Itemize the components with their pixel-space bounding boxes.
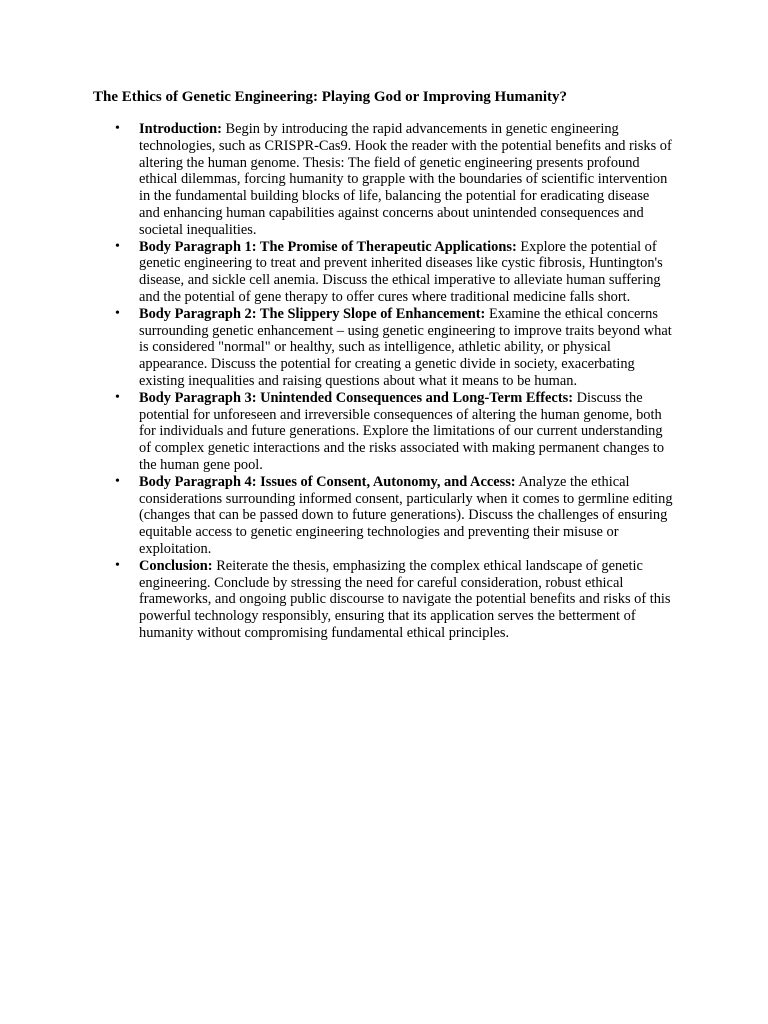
outline-item-body-2 xyxy=(115,305,673,390)
outline-item-text: Examine the ethical concerns surrounding genetic enhancement – using genetic engineering to improve traits beyond what is considered "normal" or healthy, such as intelligence, athletic ability, or physical appearance. Discuss the potential for creating a genetic divide in society, exacerbating existing inequalities and raising questions about what it means to be human. xyxy=(139,305,672,389)
bullet-icon: • xyxy=(115,121,120,136)
outline-item-text: Analyze the ethical considerations surrounding informed consent, particularly when it comes to germline editing (changes that can be passed down to future generations). Discuss the challenges of ensuring equitable access to genetic engineering technologies and preventing their misuse or exploitation. xyxy=(139,473,673,557)
outline-item-text: Reiterate the thesis, emphasizing the complex ethical landscape of genetic engineering. Conclude by stressing the need for careful consideration, robust ethical frameworks, and ongoing public discourse to navigate the potential benefits and risks of this powerful technology responsibly, ensuring that its application serves the betterment of humanity without compromising fundamental ethical principles. xyxy=(139,557,671,641)
bullet-icon: • xyxy=(115,473,120,489)
document-title: The Ethics of Genetic Engineering: Playing God or Improving Humanity? xyxy=(93,89,568,105)
outline-item-introduction xyxy=(115,121,673,239)
outline-item-heading: Introduction: xyxy=(139,121,222,137)
outline-item-heading: Body Paragraph 3: Unintended Consequences and Long-Term Effects: xyxy=(139,389,574,406)
outline-item-body-3 xyxy=(115,389,673,474)
outline-item-heading: Conclusion: xyxy=(139,557,213,574)
outline-item-heading: Body Paragraph 4: Issues of Consent, Autonomy, and Access: xyxy=(139,473,516,490)
essay-outline-list xyxy=(115,121,673,642)
bullet-icon: • xyxy=(115,557,120,573)
outline-item-text: Explore the potential of genetic engineering to treat and prevent inherited diseases like cystic fibrosis, Huntington's disease, and sickle cell anemia. Discuss the ethical imperative to alleviate human suffering and the potential of gene therapy to offer cures where traditional medicine falls short. xyxy=(139,238,663,305)
bullet-icon: • xyxy=(115,389,120,405)
outline-item-text: Discuss the potential for unforeseen and irreversible consequences of altering the human genome, both for individuals and future generations. Explore the limitations of our current understanding of complex genetic interactions and the risks associated with making permanent changes to the human gene pool. xyxy=(139,389,665,473)
outline-item-body-1 xyxy=(115,238,673,306)
outline-item-conclusion xyxy=(115,557,673,642)
bullet-icon: • xyxy=(115,305,120,321)
outline-item-heading: Body Paragraph 2: The Slippery Slope of Enhancement: xyxy=(139,305,486,322)
outline-item-text: Begin by introducing the rapid advancements in genetic engineering technologies, such as CRISPR-Cas9. Hook the reader with the potential benefits and risks of altering the human genome. Thesis: The field of genetic engineering presents profound ethical dilemmas, forcing humanity to grapple with the boundaries of scientific intervention in the fundamental building blocks of life, balancing the potential for eradicating disease and enhancing human capabilities against concerns about unintended consequences and societal inequalities. xyxy=(139,121,672,238)
outline-item-heading: Body Paragraph 1: The Promise of Therapeutic Applications: xyxy=(139,238,517,255)
bullet-icon: • xyxy=(115,238,120,254)
outline-item-body-4 xyxy=(115,473,673,558)
